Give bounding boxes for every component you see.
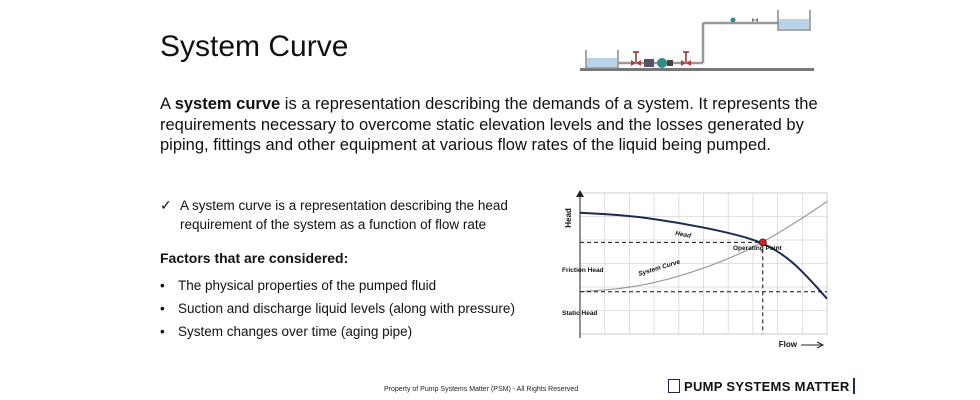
pump-system-diagram xyxy=(578,6,818,76)
static-head-label: Static Head xyxy=(562,310,598,317)
intro-bold-term: system curve xyxy=(174,95,281,113)
head-series-label: Head xyxy=(674,230,692,240)
x-axis-label: Flow xyxy=(778,340,797,349)
discharge-water xyxy=(779,19,809,30)
logo-text: PUMP SYSTEMS MATTER xyxy=(684,378,850,394)
factors-heading: Factors that are considered: xyxy=(160,250,349,266)
operating-point-label: Operating Point xyxy=(733,245,782,252)
check-item xyxy=(160,196,560,234)
suction-water xyxy=(587,58,617,68)
y-axis-label: Head xyxy=(564,208,573,228)
logo-bar-icon xyxy=(853,378,855,394)
system-series-label: System Curve xyxy=(637,258,682,278)
bullet-icon: • xyxy=(160,278,165,293)
friction-head-label: Friction Head xyxy=(562,267,604,274)
list-item: • The physical properties of the pumped fluid xyxy=(160,276,515,299)
check-item-text: A system curve is a representation describing the head requirement of the system as a function of flow rate xyxy=(180,198,508,232)
bullet-icon: • xyxy=(160,301,165,316)
x-axis-arrow xyxy=(801,342,823,348)
intro-paragraph: A system curve is a representation describing the demands of a system. It represents the requirements necessary to overcome static elevation levels and the losses generated by piping, fittings and other equipment at various flow rates of the liquid being pumped. xyxy=(160,95,818,154)
factors-list xyxy=(160,276,515,345)
bullet-icon: • xyxy=(160,324,165,339)
checkmark-icon: ✓ xyxy=(160,197,172,213)
page-title: System Curve xyxy=(160,30,349,63)
list-item: • Suction and discharge liquid levels (along with pressure) xyxy=(160,299,515,322)
brand-logo xyxy=(668,378,855,394)
logo-icon xyxy=(668,379,680,393)
pump-icon xyxy=(644,58,673,68)
system-curve-chart xyxy=(555,188,840,356)
list-item: • System changes over time (aging pipe) xyxy=(160,322,515,345)
footer-copyright: Property of Pump Systems Matter (PSM) - All Rights Reserved xyxy=(384,386,579,393)
